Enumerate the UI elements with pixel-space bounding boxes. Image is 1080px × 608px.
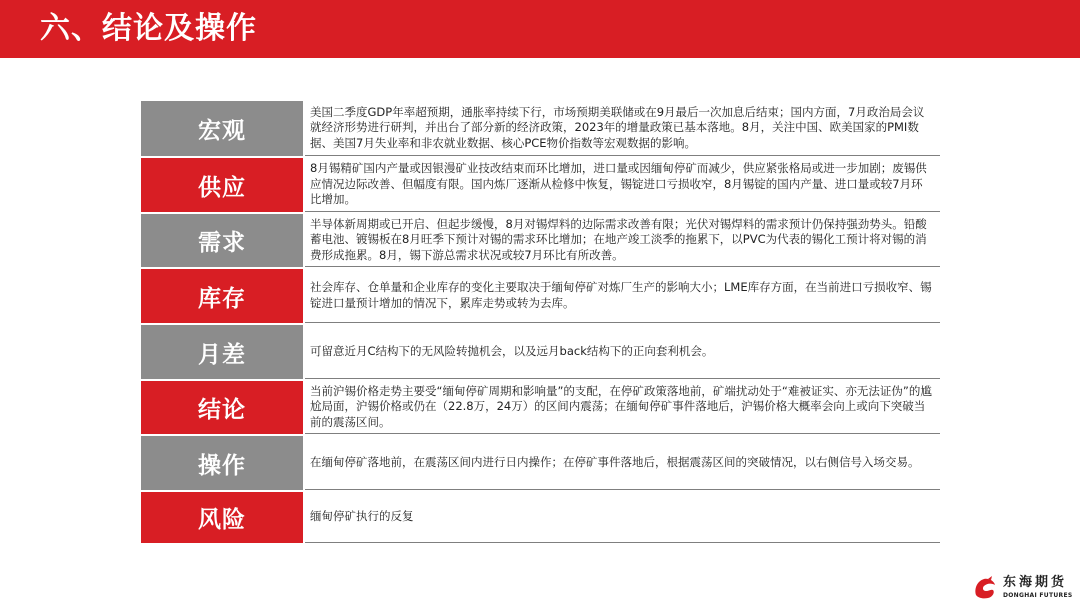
page-title: 六、结论及操作 bbox=[40, 11, 257, 46]
row-label-conclusion: 结论 bbox=[141, 381, 303, 434]
row-label-risk: 风险 bbox=[141, 492, 303, 543]
dragon-logo-icon bbox=[972, 575, 1000, 601]
row-text-conclusion-value: 当前沪锡价格走势主要受“缅甸停矿周期和影响量”的支配，在停矿政策落地前，矿端扰动处于“难被证实、亦无法证伪”的尴尬局面，沪锡价格或仍在（22.8万，24万）的区间内震荡；在缅甸停矿事件落地后，沪锡价格大概率会向上或向下突破当前的震荡区间。 bbox=[310, 383, 932, 429]
row-text-supply-value: 8月锡精矿国内产量或因银漫矿业技改结束而环比增加，进口量或因缅甸停矿而减少，供应紧张格局或进一步加剧；废锡供应情况边际改善、但幅度有限。国内炼厂逐渐从检修中恢复，锡锭进口亏损收窄，8月锡锭的国内产量、进口量或较7月环比增加。 bbox=[310, 161, 927, 207]
logo-en-text: DONGHAI FUTURES bbox=[1003, 592, 1073, 599]
row-label-operation: 操作 bbox=[141, 436, 303, 490]
table-row-spread bbox=[141, 325, 940, 379]
row-text-operation-value: 在缅甸停矿落地前，在震荡区间内进行日内操作；在停矿事件落地后，根据震荡区间的突破情况，以右侧信号入场交易。 bbox=[310, 454, 920, 469]
row-label-supply: 供应 bbox=[141, 158, 303, 212]
row-text-conclusion bbox=[305, 381, 940, 434]
row-text-spread bbox=[305, 325, 940, 379]
row-label-demand: 需求 bbox=[141, 214, 303, 267]
donghai-logo bbox=[972, 573, 1076, 603]
row-text-supply bbox=[305, 158, 940, 212]
row-text-risk-value: 缅甸停矿执行的反复 bbox=[310, 509, 414, 524]
table-row-inventory bbox=[141, 269, 940, 323]
table-row-demand bbox=[141, 214, 940, 267]
row-text-inventory-value: 社会库存、仓单量和企业库存的变化主要取决于缅甸停矿对炼厂生产的影响大小；LME库存方面，在当前进口亏损收窄、锡锭进口量预计增加的情况下，累库走势或转为去库。 bbox=[310, 280, 932, 310]
row-text-operation bbox=[305, 436, 940, 490]
row-text-macro bbox=[305, 101, 940, 156]
row-text-macro-value: 美国二季度GDP年率超预期，通胀率持续下行，市场预期美联储或在9月最后一次加息后结束；国内方面，7月政治局会议就经济形势进行研判，并出台了部分新的经济政策，2023年的增量政策已基本落地。8月，关注中国、欧美国家的PMI数据、美国7月失业率和非农就业数据、核心PCE物价指数等宏观数据的影响。 bbox=[310, 104, 925, 150]
logo-cn-text: 东海期货 bbox=[1003, 575, 1068, 590]
row-label-macro: 宏观 bbox=[141, 101, 303, 156]
row-text-demand bbox=[305, 214, 940, 267]
table-row-macro bbox=[141, 101, 940, 156]
table-row-conclusion bbox=[141, 381, 940, 434]
row-text-inventory bbox=[305, 269, 940, 323]
row-label-spread: 月差 bbox=[141, 325, 303, 379]
table-row-operation bbox=[141, 436, 940, 490]
row-label-inventory: 库存 bbox=[141, 269, 303, 323]
row-text-risk bbox=[305, 492, 940, 543]
row-text-spread-value: 可留意近月C结构下的无风险转抛机会，以及远月back结构下的正向套利机会。 bbox=[310, 343, 714, 358]
title-bar bbox=[0, 0, 1080, 58]
table-row-risk bbox=[141, 492, 940, 543]
row-text-demand-value: 半导体新周期或已开启、但起步缓慢，8月对锡焊料的边际需求改善有限；光伏对锡焊料的需求预计仍保持强劲势头。铅酸蓄电池、镀锡板在8月旺季下预计对锡的需求环比增加；在地产竣工淡季的拖累下，以PVC为代表的锡化工预计将对锡的消费形成拖累。8月，锡下游总需求状况或较7月环比有所改善。 bbox=[310, 216, 927, 262]
table-row-supply bbox=[141, 158, 940, 212]
